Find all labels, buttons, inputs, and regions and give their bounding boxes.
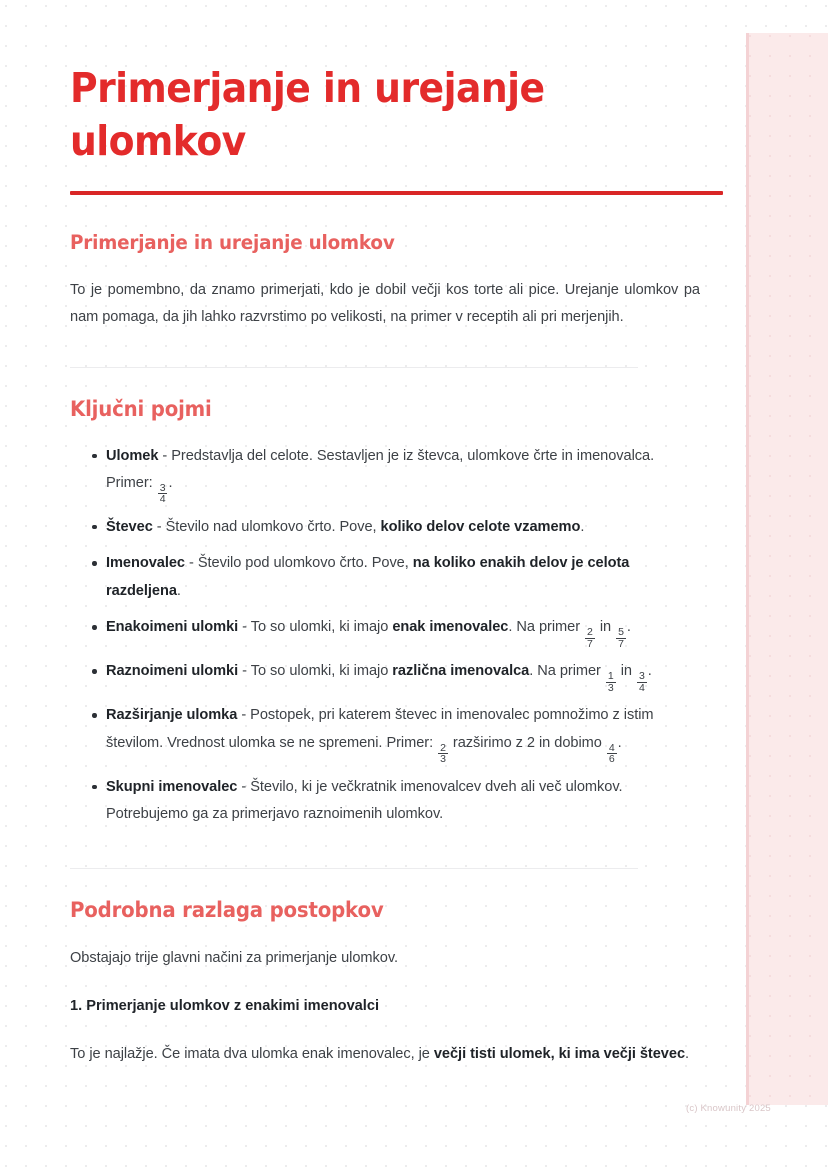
term-text: Število nad ulomkovo črto. Pove, [165,518,381,535]
key-terms-list [70,443,700,829]
list-item [92,443,700,505]
term-label: Skupni imenovalec [106,778,238,795]
section-heading-procedures: Podrobna razlaga postopkov [70,897,384,922]
term-label: Števec [106,518,153,535]
fraction-numerator: 2 [440,741,446,754]
term-text-tail: . [580,518,585,535]
term-label: Enakoimeni ulomki [106,619,239,636]
term-dash: - [158,447,172,464]
term-emphasis: enak imenovalec [392,619,509,636]
decorative-pink-margin-band [746,33,828,1105]
procedure-text-tail: . [685,1045,690,1062]
term-text: To so ulomki, ki imajo [250,619,393,636]
fraction [158,483,168,505]
footer-watermark: (c) Knowunity 2025 [686,1103,771,1114]
procedures-intro-paragraph: Obstajajo trije glavni načini za primerjanje ulomkov. [70,949,399,966]
section-heading-key-terms: Ključni pojmi [70,397,212,422]
fraction-denominator: 7 [587,637,593,650]
term-text: Postopek, pri katerem števec in imenovalec pomnožimo z istim številom. Vrednost ulomka se ne spremeni. Primer: [106,707,654,751]
procedure-subheading-1: 1. Primerjanje ulomkov z enakimi imenovalci [70,997,380,1014]
procedure-paragraph-1 [70,1041,700,1068]
procedure-text-emphasis: večji tisti ulomek, ki ima večji števec [433,1045,686,1062]
fraction [607,743,617,765]
fraction-numerator: 5 [618,626,624,639]
term-text-tail: . [626,619,631,636]
term-dash: - [238,619,251,636]
fraction-denominator: 7 [618,637,624,650]
list-item [92,514,700,541]
term-text-join: in [595,619,616,636]
term-text: Število pod ulomkovo črto. Pove, [197,555,413,572]
term-text-tail: . [617,734,622,751]
fraction [585,627,595,649]
fraction-denominator: 3 [607,681,614,694]
term-text-tail: . [176,582,181,599]
term-text-tail: . [647,663,652,680]
term-label: Razširjanje ulomka [106,707,238,724]
term-dash: - [237,707,251,724]
term-dash: - [152,518,166,535]
list-item [92,774,700,829]
procedure-text-lead: To je najlažje. Če imata dva ulomka enak imenovalec, je [70,1045,434,1062]
term-text-mid: . Na primer [529,663,605,680]
fraction [606,671,616,693]
fraction [616,627,626,649]
section-heading-intro: Primerjanje in urejanje ulomkov [70,230,395,254]
list-item [92,658,700,693]
list-item [92,550,700,605]
fraction-denominator: 4 [159,493,166,506]
list-item [92,702,700,764]
term-text: Predstavlja del celote. Sestavljen je iz števca, ulomkove črte in imenovalca. Primer: [106,447,655,491]
fraction-numerator: 2 [587,626,593,639]
fraction-denominator: 4 [638,681,645,694]
term-label: Imenovalec [106,555,185,572]
term-text: Število, ki je večkratnik imenovalcev dveh ali več ulomkov. Potrebujemo ga za primerjavo raznoimenih ulomkov. [106,778,623,823]
fraction [637,671,647,693]
fraction-numerator: 3 [638,670,645,683]
term-text-join: in [616,663,636,680]
fraction-denominator: 3 [440,753,446,766]
term-text-mid: . Na primer [508,619,585,636]
term-label: Raznoimeni ulomki [106,663,239,680]
intro-paragraph: To je pomembno, da znamo primerjati, kdo je dobil večji kos torte ali pice. Urejanje ulomkov pa nam pomaga, da jih lahko razvrstimo po velikosti, na primer v receptih ali pri merjenjih. [70,281,700,326]
page-title: Primerjanje in urejanje ulomkov [70,64,545,166]
term-text-join: razširimo z 2 in dobimo [448,734,606,751]
term-emphasis: koliko delov celote vzamemo [380,518,581,535]
fraction-numerator: 1 [607,670,614,683]
term-emphasis: na koliko enakih delov je celota razdeljena [106,555,630,599]
term-dash: - [237,778,251,795]
term-dash: - [185,555,198,572]
term-text: To so ulomki, ki imajo [250,663,393,680]
fraction-numerator: 3 [159,481,166,494]
term-dash: - [238,663,251,680]
fraction-denominator: 6 [608,753,615,766]
list-item [92,614,700,649]
term-emphasis: različna imenovalca [392,663,530,680]
fraction [438,743,448,765]
fraction-numerator: 4 [608,741,615,754]
term-label: Ulomek [106,447,159,464]
term-text-tail: . [168,474,173,491]
